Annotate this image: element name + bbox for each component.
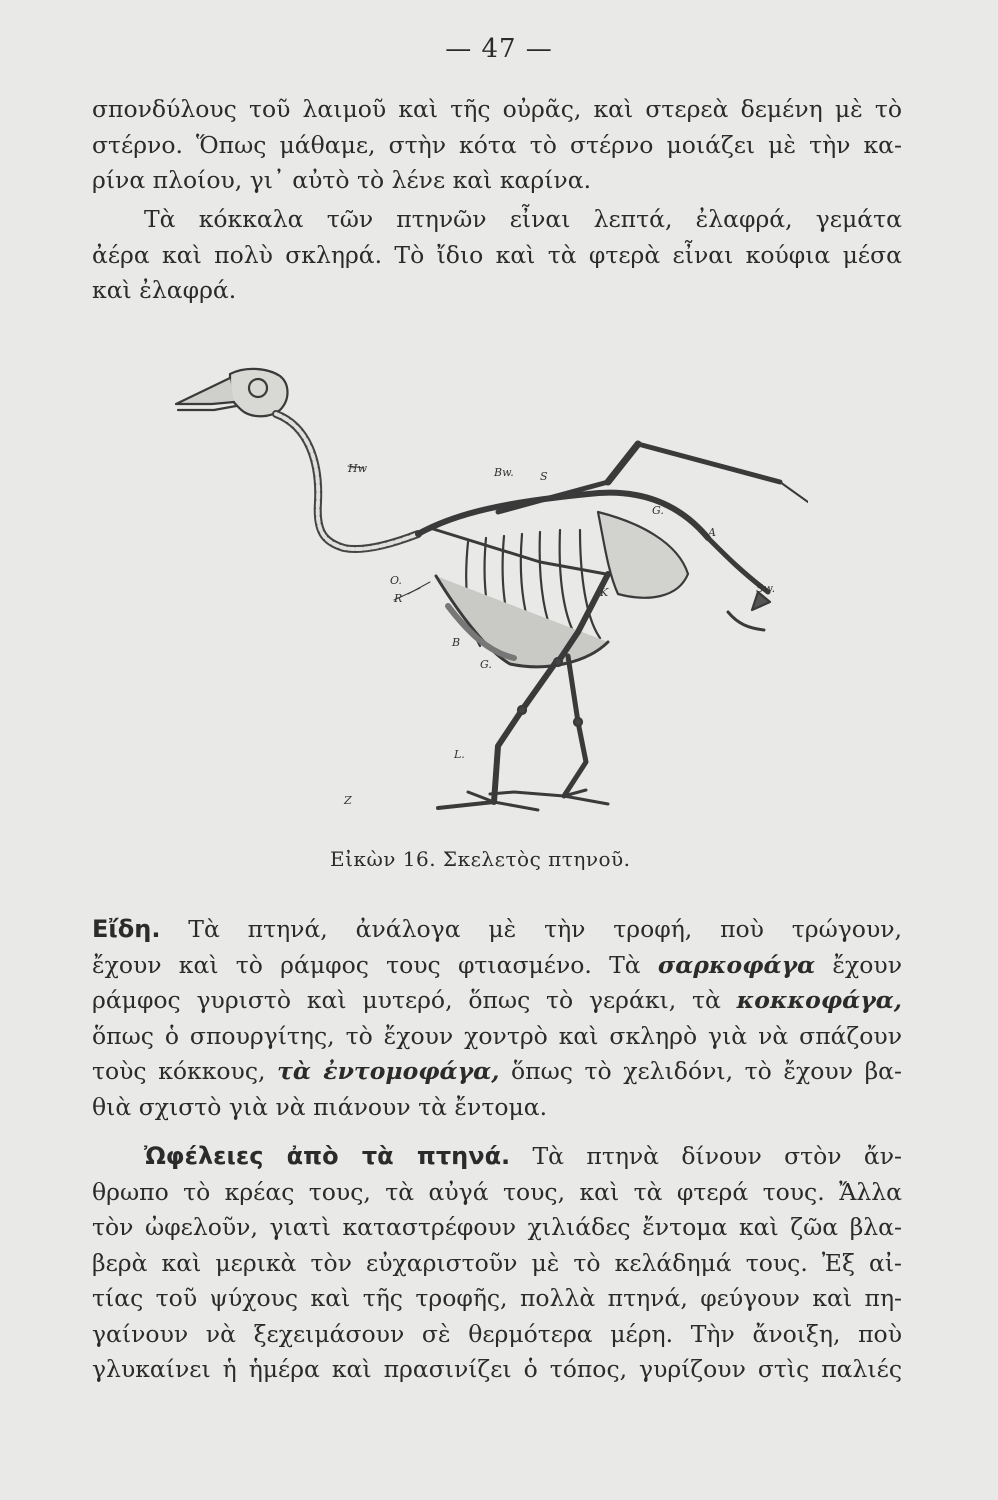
section-heading: Εἴδη. xyxy=(92,915,161,943)
text-span: ὅπως τὸ χελιδόνι, τὸ ἔχουν βα- xyxy=(511,1057,902,1085)
text-line: θρωπο τὸ κρέας τους, τὰ αὐγά τους, καὶ τὰ φτερά τους. Ἄλλα xyxy=(92,1177,902,1206)
text-line: βερὰ καὶ μερικὰ τὸν εὐχαριστοῦν μὲ τὸ κελάδημά τους. Ἐξ αἰ- xyxy=(92,1248,902,1277)
label-k: K xyxy=(600,586,609,599)
label-sw: Sw. xyxy=(756,582,776,595)
text-line xyxy=(92,948,902,984)
label-a: A xyxy=(708,526,716,539)
label-l: L. xyxy=(454,748,465,761)
text-line: τίας τοῦ ψύχους καὶ τῆς τροφῆς, πολλὰ πτηνά, φεύγουν καὶ πη- xyxy=(92,1284,902,1312)
label-z: Z xyxy=(344,794,352,807)
text-span: ράμφος γυριστὸ καὶ μυτερό, ὅπως τὸ γεράκι, τὰ xyxy=(92,986,721,1014)
paragraph-bird-bones xyxy=(92,202,902,309)
text-line xyxy=(92,1054,902,1090)
text-span: τοὺς κόκκους, xyxy=(92,1057,266,1085)
text-span: Τὰ πτηνὰ δίνουν στὸν ἄν- xyxy=(532,1142,902,1170)
text-line: σπονδύλους τοῦ λαιμοῦ καὶ τῆς οὐρᾶς, καὶ στερεὰ δεμένη μὲ τὸ xyxy=(92,95,902,123)
text-line: Τὰ κόκκαλα τῶν πτηνῶν εἶναι λεπτά, ἐλαφρά, γεμάτα xyxy=(144,205,902,233)
text-line xyxy=(92,912,902,948)
paragraph-benefits xyxy=(92,1139,902,1388)
text-line: ρίνα πλοίου, γι᾿ αὐτὸ τὸ λένε καὶ καρίνα. xyxy=(92,166,592,194)
section-heading: Ὠφέλειες ἀπὸ τὰ πτηνά. xyxy=(144,1142,511,1170)
text-span: Τὰ πτηνά, ἀνάλογα μὲ τὴν τροφή, ποὺ τρώγουν, xyxy=(188,915,902,943)
text-line: ὅπως ὁ σπουργίτης, τὸ ἔχουν χοντρὸ καὶ σκληρὸ γιὰ νὰ σπάζουν xyxy=(92,1021,902,1050)
text-span: ἔχουν xyxy=(832,950,902,979)
bird-skeleton-figure xyxy=(168,362,808,842)
label-o: O. xyxy=(390,574,402,587)
label-bw: Bw. xyxy=(494,466,514,479)
label-g1: G. xyxy=(652,504,664,517)
paragraph-skeleton-description xyxy=(92,92,902,199)
emphasis-term: τὰ ἐντομοφάγα, xyxy=(277,1057,500,1085)
emphasis-term: σαρκοφάγα xyxy=(657,950,816,979)
label-r: R xyxy=(394,592,403,605)
figure-caption: Εἰκὼν 16. Σκελετὸς πτηνοῦ. xyxy=(330,847,631,871)
text-line xyxy=(92,1139,902,1175)
text-line: γλυκαίνει ἡ ἡμέρα καὶ πρασινίζει ὁ τόπος, γυρίζουν στὶς παλιές xyxy=(92,1355,902,1383)
text-line: στέρνο. Ὅπως μάθαμε, στὴν κότα τὸ στέρνο μοιάζει μὲ τὴν κα- xyxy=(92,130,902,159)
label-g2: G. xyxy=(480,658,492,671)
page-number: — 47 — xyxy=(445,34,553,64)
text-line: τὸν ὠφελοῦν, γιατὶ καταστρέφουν χιλιάδες ἔντομα καὶ ζῶα βλα- xyxy=(92,1213,902,1241)
text-line: γαίνουν νὰ ξεχειμάσουν σὲ θερμότερα μέρη. Τὴν ἄνοιξη, ποὺ xyxy=(92,1319,902,1348)
label-s: S xyxy=(540,470,548,483)
text-line: θιὰ σχιστὸ γιὰ νὰ πιάνουν τὰ ἔντομα. xyxy=(92,1092,548,1121)
emphasis-term: κοκκοφάγα, xyxy=(736,986,902,1014)
text-line: ἀέρα καὶ πολὺ σκληρά. Τὸ ἴδιο καὶ τὰ φτερὰ εἶναι κούφια μέσα xyxy=(92,240,902,269)
bird-skeleton-illustration xyxy=(168,362,808,842)
text-line: καὶ ἐλαφρά. xyxy=(92,276,237,304)
text-span: ἔχουν καὶ τὸ ράμφος τους φτιασμένο. Τὰ xyxy=(92,950,641,979)
text-line xyxy=(92,983,902,1019)
label-b: B xyxy=(452,636,461,649)
label-hw: Hw xyxy=(348,462,368,475)
paragraph-species xyxy=(92,912,902,1125)
